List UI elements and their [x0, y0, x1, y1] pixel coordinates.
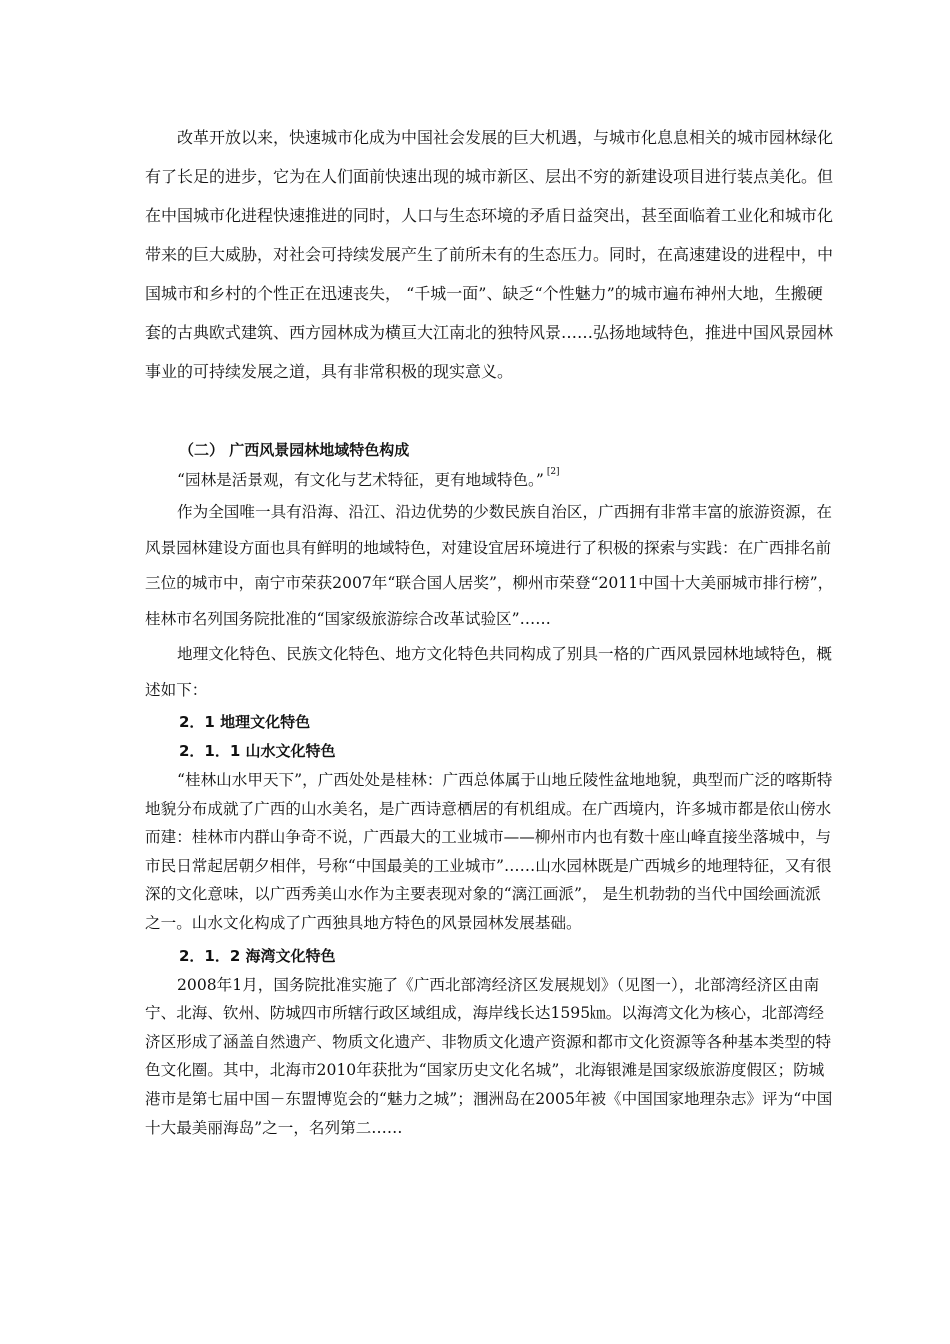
body-paragraph: 地理文化特色、民族文化特色、地方文化特色共同构成了别具一格的广西风景园林地域特色，概述如下： [145, 645, 832, 699]
quote-paragraph [145, 465, 835, 495]
document-page [145, 118, 835, 1142]
body-paragraph: 2008年1月，国务院批准实施了《广西北部湾经济区发展规划》（见图一），北部湾经济区由南宁、北海、钦州、防城四市所辖行政区域组成，海岸线长达1595㎞。以海湾文化为核心，北部湾经济区形成了涵盖自然遗产、物质文化遗产、非物质文化遗产资源和都市文化资源等各种基本类型的特色文化圈。其中，北海市2010年获批为“国家历史文化名城”，北海银滩是国家级旅游度假区；防城港市是第七届中国－东盟博览会的“魅力之城”；涠洲岛在2005年被《中国国家地理杂志》评为“中国十大最美丽海岛”之一，名列第二…… [145, 975, 833, 1137]
quote-text: “园林是活景观，有文化与艺术特征，更有地域特色。” [177, 471, 544, 489]
citation-ref: [2] [546, 467, 560, 477]
section-heading: （二） 广西风景园林地域特色构成 [179, 441, 410, 459]
subsection-heading: 2．1 地理文化特色 [179, 713, 311, 731]
subsection-heading: 2．1．1 山水文化特色 [179, 742, 336, 760]
subsection-heading: 2．1．2 海湾文化特色 [179, 946, 336, 965]
body-paragraph: “桂林山水甲天下”，广西处处是桂林：广西总体属于山地丘陵性盆地地貌，典型而广泛的喀斯特地貌分布成就了广西的山水美名，是广西诗意栖居的有机组成。在广西境内，许多城市都是依山傍水而建：桂林市内群山争奇不说，广西最大的工业城市——柳州市内也有数十座山峰直接坐落城中，与市民日常起居朝夕相伴，号称“中国最美的工业城市”……山水园林既是广西城乡的地理特征，又有很深的文化意味，以广西秀美山水作为主要表现对象的“漓江画派”， 是生机勃勃的当代中国绘画流派之一。山水文化构成了广西独具地方特色的风景园林发展基础。 [145, 771, 833, 932]
body-paragraph: 作为全国唯一具有沿海、沿江、沿边优势的少数民族自治区，广西拥有非常丰富的旅游资源，在风景园林建设方面也具有鲜明的地域特色，对建设宜居环境进行了积极的探索与实践：在广西排名前三位的城市中，南宁市荣获2007年“联合国人居奖”，柳州市荣登“2011中国十大美丽城市排行榜”，桂林市名列国务院批准的“国家级旅游综合改革试验区”…… [145, 503, 834, 628]
intro-paragraph: 改革开放以来，快速城市化成为中国社会发展的巨大机遇，与城市化息息相关的城市园林绿化有了长足的进步，它为在人们面前快速出现的城市新区、层出不穷的新建设项目进行装点美化。但在中国城市化进程快速推进的同时，人口与生态环境的矛盾日益突出，甚至面临着工业化和城市化带来的巨大威胁，对社会可持续发展产生了前所未有的生态压力。同时，在高速建设的进程中，中国城市和乡村的个性正在迅速丧失， “千城一面”、缺乏“个性魅力”的城市遍布神州大地，生搬硬套的古典欧式建筑、西方园林成为横亘大江南北的独特风景……弘扬地域特色，推进中国风景园林事业的可持续发展之道，具有非常积极的现实意义。 [145, 128, 834, 381]
section-2 [145, 435, 835, 1142]
